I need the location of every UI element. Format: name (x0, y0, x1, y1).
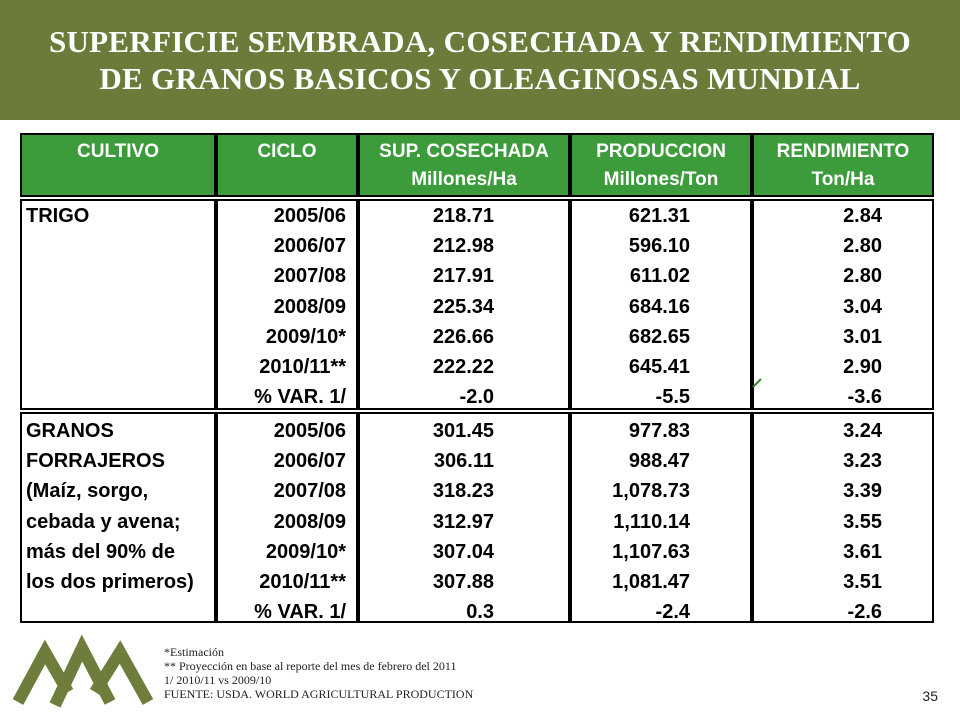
table-cell: 2005/06 (273, 205, 346, 227)
forrajeros-label-line: cebada y avena; (26, 510, 181, 533)
table-cell: 3.23 (843, 450, 882, 473)
page-number: 35 (922, 688, 938, 704)
table-cell: 225.34 (432, 295, 494, 318)
table-cell: 2006/07 (273, 450, 346, 473)
table-cell: 2.90 (843, 355, 882, 378)
forrajeros-label-line: más del 90% de (26, 540, 175, 563)
forrajeros-label-line: GRANOS (26, 420, 114, 442)
table-cell: 307.04 (432, 540, 494, 563)
header-superficie-box (358, 133, 570, 197)
table-cell: 2007/08 (273, 265, 346, 288)
table-cell: 301.45 (432, 420, 494, 442)
title-line-1: SUPERFICIE SEMBRADA, COSECHADA Y RENDIMIENTO (48, 24, 912, 59)
table-cell: 3.55 (843, 510, 882, 533)
table-cell: -2.4 (655, 601, 690, 624)
header-produccion-line2: Millones/Ton (603, 169, 719, 190)
table-cell: 988.47 (628, 450, 690, 473)
trigo-ciclo-box (216, 199, 358, 410)
forrajeros-superficie-box (358, 412, 570, 623)
table-cell: % VAR. 1/ (254, 601, 346, 624)
title-line-2: DE GRANOS BASICOS Y OLEAGINOSAS MUNDIAL (99, 61, 861, 96)
trigo-produccion-column (629, 201, 690, 412)
table-cell: 3.39 (843, 480, 882, 503)
header-rendimiento-line2: Ton/Ha (811, 169, 875, 190)
trigo-rendimiento-column (843, 201, 882, 412)
footnotes (164, 645, 473, 701)
trigo-rendimiento-box (752, 199, 934, 410)
forrajeros-label-line: los dos primeros) (26, 570, 194, 593)
table-cell: 2005/06 (273, 420, 346, 442)
table-cell: 2.80 (843, 265, 882, 288)
table-cell: 621.31 (628, 205, 690, 227)
forrajeros-label-line: (Maíz, sorgo, (26, 480, 149, 503)
forrajeros-label (26, 416, 194, 597)
header-rendimiento-box (752, 133, 934, 197)
title-banner (0, 0, 960, 120)
header-ciclo: CICLO (257, 141, 317, 162)
table-cell: -3.6 (847, 386, 882, 409)
footnote-estimacion: *Estimación (164, 645, 224, 659)
forrajeros-ciclo-column (254, 416, 346, 627)
table-cell: -2.6 (847, 601, 882, 624)
table-cell: 2.80 (843, 235, 882, 258)
table-cell: -5.5 (655, 386, 690, 409)
trigo-ciclo-column (254, 201, 346, 412)
mountain-logo-icon (10, 630, 160, 715)
header-superficie-line1: SUP. COSECHADA (379, 141, 549, 162)
table-cell: 2009/10* (265, 325, 346, 348)
green-tick-mark (752, 378, 762, 388)
table-cell: 3.24 (843, 420, 882, 442)
table-cell: 3.01 (843, 325, 882, 348)
trigo-superficie-column (433, 201, 494, 412)
table-cell: 218.71 (432, 205, 494, 227)
header-cultivo: CULTIVO (77, 141, 159, 162)
header-ciclo-box (216, 133, 358, 197)
footnote-proyeccion: ** Proyección en base al reporte del mes de febrero del 2011 (164, 659, 457, 673)
table-cell: 596.10 (628, 235, 690, 258)
table-cell: 222.22 (432, 355, 494, 378)
forrajeros-rendimiento-box (752, 412, 934, 623)
header-rendimiento-line1: RENDIMIENTO (776, 141, 910, 162)
table-cell: % VAR. 1/ (254, 386, 346, 409)
table-cell: 312.97 (432, 510, 494, 533)
table-cell: 2009/10* (265, 540, 346, 563)
header-superficie-line2: Millones/Ha (411, 169, 517, 190)
table-cell: 3.04 (843, 295, 882, 318)
trigo-superficie-box (358, 199, 570, 410)
trigo-cultivo-box (20, 199, 216, 410)
trigo-produccion-box (570, 199, 752, 410)
header-produccion-box (570, 133, 752, 197)
header-cultivo-box (20, 133, 216, 197)
table-cell: 3.61 (843, 540, 882, 563)
trigo-label: TRIGO (26, 205, 90, 227)
forrajeros-ciclo-box (216, 412, 358, 623)
footnote-variacion: 1/ 2010/11 vs 2009/10 (164, 673, 272, 687)
table-cell: 2010/11** (259, 570, 346, 593)
table-cell: 2010/11** (259, 355, 346, 378)
footnote-fuente: FUENTE: USDA. WORLD AGRICULTURAL PRODUCTION (164, 687, 474, 701)
forrajeros-produccion-column (612, 416, 690, 627)
table-cell: 2007/08 (273, 480, 346, 503)
forrajeros-rendimiento-column (843, 416, 882, 627)
table-cell: 2008/09 (273, 295, 346, 318)
forrajeros-superficie-column (433, 416, 494, 627)
table-cell: 0.3 (466, 601, 494, 624)
table-cell: 307.88 (432, 570, 494, 593)
forrajeros-label-line: FORRAJEROS (26, 450, 165, 473)
table-cell: 682.65 (628, 325, 690, 348)
table-cell: 217.91 (432, 265, 494, 288)
table-cell: 684.16 (628, 295, 690, 318)
table-cell: 2006/07 (273, 235, 346, 258)
table-cell: 306.11 (433, 450, 494, 473)
table-cell: 318.23 (432, 480, 494, 503)
table-cell: 1,081.47 (612, 570, 690, 593)
table-cell: 977.83 (628, 420, 690, 442)
table-cell: 3.51 (843, 570, 882, 593)
page-title (49, 23, 911, 97)
forrajeros-produccion-box (570, 412, 752, 623)
table-cell: 645.41 (628, 355, 690, 378)
table-cell: 212.98 (432, 235, 494, 258)
forrajeros-cultivo-box (20, 412, 216, 623)
table-cell: 2.84 (843, 205, 882, 227)
header-produccion-line1: PRODUCCION (596, 141, 726, 162)
table-cell: -2.0 (459, 386, 494, 409)
table-cell: 1,078.73 (612, 480, 690, 503)
table-cell: 2008/09 (273, 510, 346, 533)
table-cell: 1,110.14 (613, 510, 690, 533)
table-cell: 1,107.63 (612, 540, 690, 563)
table-cell: 226.66 (432, 325, 494, 348)
table-cell: 611.02 (629, 265, 690, 288)
